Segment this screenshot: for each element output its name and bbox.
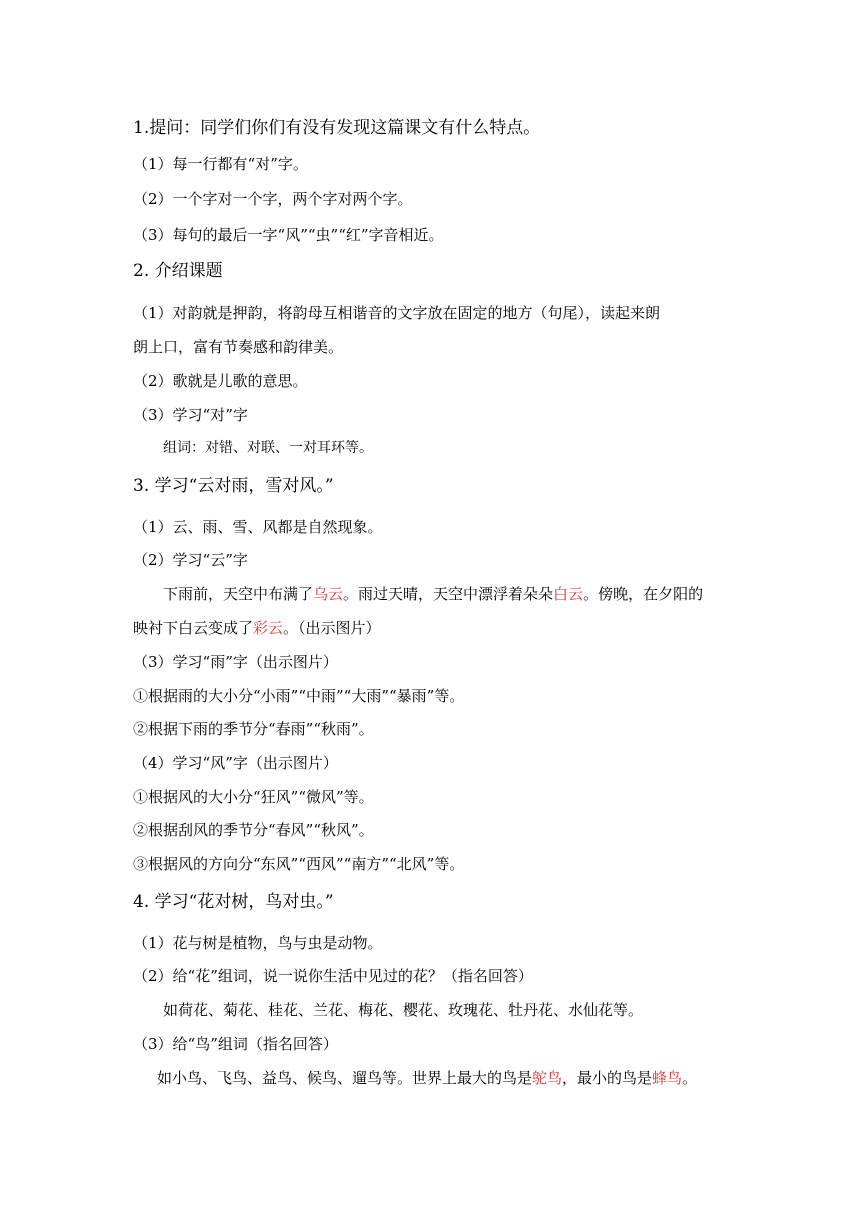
highlighted-word: 彩云 <box>253 619 284 637</box>
paragraph-line: 如荷花、菊花、桂花、兰花、梅花、樱花、玫瑰花、牡丹花、水仙花等。 <box>163 1001 644 1019</box>
paragraph-line: （3）给“鸟”组词（指名回答） <box>133 1035 338 1053</box>
highlighted-word: 鸵鸟 <box>532 1069 563 1087</box>
heading-2: 2. 介绍课题 <box>133 261 223 281</box>
paragraph-line: （1）花与树是植物，鸟与虫是动物。 <box>133 934 383 952</box>
text-segment: 。雨过天晴，天空中漂浮着朵朵 <box>343 585 554 603</box>
paragraph-line: （2）歌就是儿歌的意思。 <box>133 372 308 390</box>
highlighted-word: 蜂鸟 <box>652 1069 683 1087</box>
text-segment: 下雨前，天空中布满了 <box>163 585 314 603</box>
paragraph-line: （1）云、雨、雪、风都是自然现象。 <box>133 518 383 536</box>
paragraph-line: ①根据雨的大小分“小雨”“中雨”“大雨”“暴雨”等。 <box>133 687 465 705</box>
paragraph-line: 组词：对错、对联、一对耳环等。 <box>163 440 373 456</box>
highlighted-word: 白云 <box>553 585 584 603</box>
paragraph-line: ②根据刮风的季节分“春风”“秋风”。 <box>133 821 374 839</box>
heading-3: 3. 学习“云对雨，雪对风。” <box>133 476 334 496</box>
text-segment: ，最小的鸟是 <box>562 1069 653 1087</box>
paragraph-line: ①根据风的大小分“狂风”“微风”等。 <box>133 788 374 806</box>
text-segment: 映衬下白云变成了 <box>133 619 254 637</box>
paragraph-line: ②根据下雨的季节分“春雨”“秋雨”。 <box>133 720 374 738</box>
paragraph-line: ③根据风的方向分“东风”“西风”“南方”“北风”等。 <box>133 855 465 873</box>
paragraph-line-with-highlights <box>133 618 381 638</box>
text-segment: 。傍晚，在夕阳的 <box>583 585 704 603</box>
paragraph-line-with-highlights <box>157 1068 697 1088</box>
paragraph-line: （3）每句的最后一字“风”“虫”“红”字音相近。 <box>133 226 444 244</box>
paragraph-line: （2）学习“云”字 <box>133 551 248 569</box>
paragraph-line: （4）学习“风”字（出示图片） <box>133 754 338 772</box>
text-segment: 。 <box>682 1069 698 1087</box>
paragraph-line: （2）一个字对一个字，两个字对两个字。 <box>133 190 413 208</box>
paragraph-line: （2）给“花”组词，说一说你生活中见过的花？（指名回答） <box>133 967 533 985</box>
paragraph-line: （3）学习“对”字 <box>133 406 248 424</box>
paragraph-line: （3）学习“雨”字（出示图片） <box>133 653 338 671</box>
paragraph-line: （1）每一行都有“对”字。 <box>133 155 308 173</box>
heading-4: 4. 学习“花对树，鸟对虫。” <box>133 892 334 912</box>
paragraph-line: （1）对韵就是押韵，将韵母互相谐音的文字放在固定的地方（句尾），读起来朗 <box>133 304 661 322</box>
paragraph-line-with-highlights <box>163 584 703 604</box>
highlighted-word: 乌云 <box>313 585 344 603</box>
heading-1: 1.提问：同学们你们有没有发现这篇课文有什么特点。 <box>133 118 541 138</box>
paragraph-line: 朗上口，富有节奏感和韵律美。 <box>133 338 344 356</box>
text-segment: 。（出示图片） <box>283 619 381 637</box>
text-segment: 如小鸟、飞鸟、益鸟、候鸟、遛鸟等。世界上最大的鸟是 <box>157 1069 533 1087</box>
